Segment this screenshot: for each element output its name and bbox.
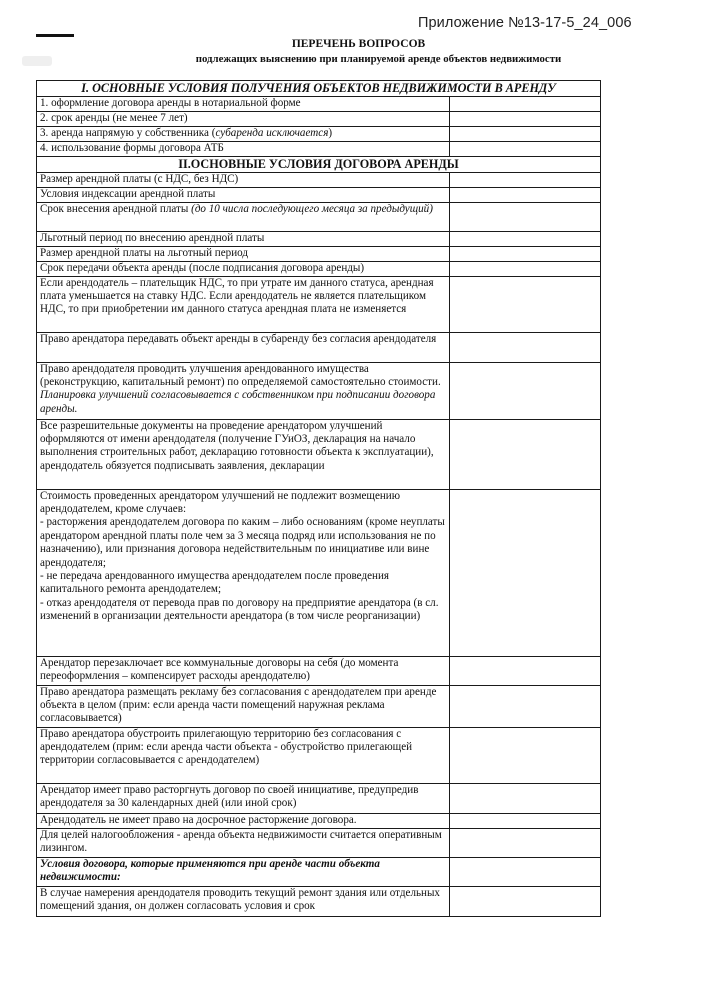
- document-subtitle: подлежащих выяснению при планируемой аренде объектов недвижимости: [195, 53, 562, 65]
- question-cell: [37, 126, 450, 141]
- table-row: [37, 886, 601, 916]
- answer-cell[interactable]: [450, 828, 601, 857]
- question-cell: Право арендатора передавать объект аренды в субаренду без согласия арендодателя: [37, 332, 450, 362]
- question-cell: В случае намерения арендодателя проводить текущий ремонт здания или отдельных помещений здания, он должен согласовать условия и срок: [37, 886, 450, 916]
- answer-cell[interactable]: [450, 96, 601, 111]
- table-row: [37, 656, 601, 685]
- answer-cell[interactable]: [450, 202, 601, 231]
- question-cell: Условия индексации арендной платы: [37, 187, 450, 202]
- answer-cell[interactable]: [450, 783, 601, 813]
- table-row: [37, 813, 601, 828]
- questions-table: [36, 80, 601, 917]
- question-cell: Размер арендной платы на льготный период: [37, 246, 450, 261]
- question-cell: Арендатор перезаключает все коммунальные договоры на себя (до момента переоформления – компенсирует расходы арендодателю): [37, 656, 450, 685]
- section-1-heading: I. ОСНОВНЫЕ УСЛОВИЯ ПОЛУЧЕНИЯ ОБЪЕКТОВ НЕДВИЖИМОСТИ В АРЕНДУ: [37, 81, 601, 97]
- appendix-number: Приложение №13-17-5_24_006: [418, 15, 632, 31]
- table-row: [37, 261, 601, 276]
- answer-cell[interactable]: [450, 332, 601, 362]
- question-text-end: ): [328, 126, 333, 139]
- question-text: Срок внесения арендной платы: [40, 202, 192, 215]
- table-row: [37, 96, 601, 111]
- answer-cell[interactable]: [450, 685, 601, 727]
- question-note: (до 10 числа последующего месяца за предыдущий): [191, 202, 433, 215]
- answer-cell[interactable]: [450, 857, 601, 886]
- question-cell: 1. оформление договора аренды в нотариальной форме: [37, 96, 450, 111]
- answer-cell[interactable]: [450, 231, 601, 246]
- table-row: [37, 489, 601, 656]
- answer-cell[interactable]: [450, 276, 601, 332]
- question-cell: Арендатор имеет право расторгнуть договор по своей инициативе, предупредив арендодателя за 30 календарных дней (или иной срок): [37, 783, 450, 813]
- scan-mark: [36, 34, 74, 37]
- answer-cell[interactable]: [450, 362, 601, 419]
- question-cell: Право арендатора размещать рекламу без согласования с арендодателем при аренде объекта в целом (прим: если аренда части помещений наружная реклама согласовывается): [37, 685, 450, 727]
- question-cell: Срок передачи объекта аренды (после подписания договора аренды): [37, 261, 450, 276]
- table-row: [37, 276, 601, 332]
- answer-cell[interactable]: [450, 419, 601, 489]
- question-cell: Размер арендной платы (с НДС, без НДС): [37, 172, 450, 187]
- answer-cell[interactable]: [450, 489, 601, 656]
- table-row: [37, 246, 601, 261]
- question-cell: Право арендатора обустроить прилегающую территорию без согласования с арендодателем (прим: если аренда части объекта - обустройство прилегающей территории согласовывается с арендодателем): [37, 727, 450, 783]
- table-row: [37, 362, 601, 419]
- question-cell: Для целей налогообложения - аренда объекта недвижимости считается оперативным лизингом.: [37, 828, 450, 857]
- table-row: [37, 332, 601, 362]
- table-row: [37, 126, 601, 141]
- question-cell: Стоимость проведенных арендатором улучшений не подлежит возмещению арендодателем, кроме случаев: - расторжения арендодателем договора по каким – либо основаниям (кроме неуплаты арендатором арендной платы поле чем за 3 месяца подряд или использования не по назначению), или признания договора недействительным по инициативе или вине арендодателя; - не передача арендованного имущества арендодателем после проведения капитального ремонта арендодателем; - отказ арендодателя от перевода прав по договору на предприятие арендатора (в сл. изменений в организации деятельности арендатора (в том числе реорганизации): [37, 489, 450, 656]
- table-row: [37, 685, 601, 727]
- table-row: [37, 857, 601, 886]
- table-row: [37, 783, 601, 813]
- section-1-heading-row: [37, 81, 601, 97]
- question-cell: 4. использование формы договора АТБ: [37, 141, 450, 156]
- table-row: [37, 172, 601, 187]
- question-cell: Арендодатель не имеет право на досрочное расторжение договора.: [37, 813, 450, 828]
- answer-cell[interactable]: [450, 656, 601, 685]
- answer-cell[interactable]: [450, 187, 601, 202]
- table-row: [37, 419, 601, 489]
- answer-cell[interactable]: [450, 886, 601, 916]
- table-row: [37, 202, 601, 231]
- answer-cell[interactable]: [450, 813, 601, 828]
- section-2-heading: II.ОСНОВНЫЕ УСЛОВИЯ ДОГОВОРА АРЕНДЫ: [37, 156, 601, 172]
- answer-cell[interactable]: [450, 261, 601, 276]
- question-cell: Все разрешительные документы на проведение арендатором улучшений оформляются от имени арендодателя (получение ГУиОЗ, декларация на начало выполнения строительных работ, декларацию готовности объекта к эксплуатации), арендодатель обязуется подписывать заявления, декларации: [37, 419, 450, 489]
- table-row: [37, 111, 601, 126]
- question-cell: [37, 362, 450, 419]
- table-row: [37, 187, 601, 202]
- answer-cell[interactable]: [450, 111, 601, 126]
- table-row: [37, 141, 601, 156]
- question-cell: 2. срок аренды (не менее 7 лет): [37, 111, 450, 126]
- table-row: [37, 727, 601, 783]
- question-cell: Условия договора, которые применяются при аренде части объекта недвижимости:: [37, 857, 450, 886]
- answer-cell[interactable]: [450, 246, 601, 261]
- answer-cell[interactable]: [450, 141, 601, 156]
- table-row: [37, 231, 601, 246]
- question-cell: Льготный период по внесению арендной платы: [37, 231, 450, 246]
- question-cell: Если арендодатель – плательщик НДС, то при утрате им данного статуса, арендная плата уменьшается на ставку НДС. Если арендодатель не является плательщиком НДС, то при приобретении им данного статуса арендная плата не изменяется: [37, 276, 450, 332]
- question-text: Право арендодателя проводить улучшения арендованного имущества (реконструкцию, капитальный ремонт) по определяемой самостоятельно стоимости.: [40, 362, 441, 388]
- question-note: субаренда исключается: [215, 126, 329, 139]
- question-note: Планировка улучшений согласовывается с собственником при подписании договора аренды.: [40, 389, 436, 415]
- question-text: 3. аренда напрямую у собственника (: [40, 126, 216, 139]
- question-cell: [37, 202, 450, 231]
- document-title: ПЕРЕЧЕНЬ ВОПРОСОВ: [291, 38, 426, 50]
- table-row: [37, 828, 601, 857]
- answer-cell[interactable]: [450, 727, 601, 783]
- answer-cell[interactable]: [450, 126, 601, 141]
- answer-cell[interactable]: [450, 172, 601, 187]
- section-2-heading-row: [37, 156, 601, 172]
